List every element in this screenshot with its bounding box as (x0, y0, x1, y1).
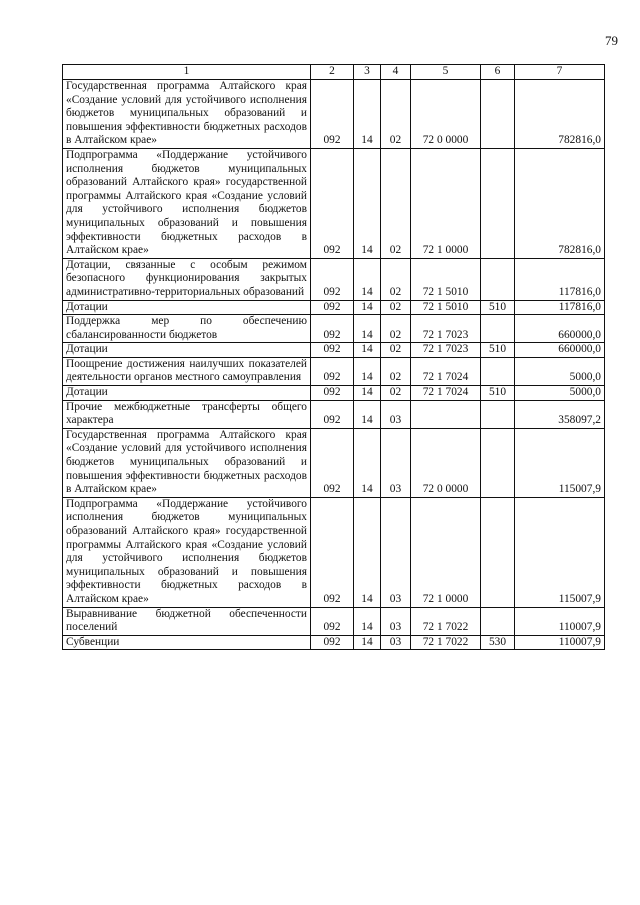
cell-ved: 092 (311, 343, 354, 358)
cell-rz: 14 (354, 386, 381, 401)
cell-csr: 72 1 5010 (411, 300, 481, 315)
cell-ved: 092 (311, 428, 354, 497)
cell-sum: 115007,9 (515, 497, 605, 607)
cell-vr (481, 148, 515, 258)
cell-rz: 14 (354, 315, 381, 343)
col-header: 3 (354, 65, 381, 80)
cell-rz: 14 (354, 300, 381, 315)
cell-ved: 092 (311, 357, 354, 385)
table-row (63, 357, 605, 385)
table-row (63, 428, 605, 497)
cell-csr: 72 1 0000 (411, 148, 481, 258)
cell-pr: 02 (381, 300, 411, 315)
cell-name: Подпрограмма «Поддержание устойчивого исполнения бюджетов муниципальных образований Алтайского края» государственной программы Алтайского края «Создание условий для устойчивого исполнения бюджетов муниципальных образований и повышения эффективности бюджетных расходов в Алтайском крае» (63, 148, 311, 258)
cell-rz: 14 (354, 400, 381, 428)
cell-csr: 72 1 7024 (411, 386, 481, 401)
table-row (63, 343, 605, 358)
cell-csr: 72 1 0000 (411, 497, 481, 607)
cell-pr: 03 (381, 607, 411, 635)
cell-sum: 5000,0 (515, 386, 605, 401)
cell-pr: 03 (381, 400, 411, 428)
cell-name: Дотации (63, 300, 311, 315)
cell-csr (411, 400, 481, 428)
cell-csr: 72 1 7023 (411, 315, 481, 343)
cell-csr: 72 0 0000 (411, 80, 481, 149)
table-row (63, 315, 605, 343)
cell-name: Дотации (63, 386, 311, 401)
table-row (63, 300, 605, 315)
cell-rz: 14 (354, 607, 381, 635)
cell-rz: 14 (354, 357, 381, 385)
cell-ved: 092 (311, 80, 354, 149)
cell-name: Дотации (63, 343, 311, 358)
cell-pr: 02 (381, 357, 411, 385)
cell-sum: 660000,0 (515, 315, 605, 343)
cell-vr (481, 258, 515, 300)
cell-vr (481, 400, 515, 428)
col-header: 1 (63, 65, 311, 80)
cell-sum: 660000,0 (515, 343, 605, 358)
cell-ved: 092 (311, 635, 354, 650)
cell-rz: 14 (354, 635, 381, 650)
cell-csr: 72 0 0000 (411, 428, 481, 497)
page-number: 79 (605, 33, 618, 48)
table-row (63, 607, 605, 635)
cell-ved: 092 (311, 607, 354, 635)
cell-name: Государственная программа Алтайского края «Создание условий для устойчивого исполнения бюджетов муниципальных образований и повышения эффективности бюджетных расходов в Алтайском крае» (63, 428, 311, 497)
cell-pr: 02 (381, 148, 411, 258)
cell-ved: 092 (311, 315, 354, 343)
cell-sum: 117816,0 (515, 258, 605, 300)
cell-rz: 14 (354, 343, 381, 358)
table-row (63, 80, 605, 149)
cell-pr: 02 (381, 343, 411, 358)
cell-sum: 117816,0 (515, 300, 605, 315)
col-header: 6 (481, 65, 515, 80)
cell-vr (481, 315, 515, 343)
cell-rz: 14 (354, 148, 381, 258)
cell-name: Поощрение достижения наилучших показателей деятельности органов местного самоуправления (63, 357, 311, 385)
cell-pr: 02 (381, 315, 411, 343)
cell-ved: 092 (311, 148, 354, 258)
cell-vr (481, 428, 515, 497)
cell-vr (481, 607, 515, 635)
cell-ved: 092 (311, 497, 354, 607)
cell-sum: 5000,0 (515, 357, 605, 385)
cell-vr (481, 357, 515, 385)
cell-ved: 092 (311, 386, 354, 401)
cell-csr: 72 1 5010 (411, 258, 481, 300)
cell-sum: 782816,0 (515, 80, 605, 149)
col-header: 7 (515, 65, 605, 80)
cell-pr: 03 (381, 635, 411, 650)
cell-ved: 092 (311, 400, 354, 428)
cell-rz: 14 (354, 80, 381, 149)
cell-rz: 14 (354, 258, 381, 300)
table-row (63, 400, 605, 428)
table-row (63, 386, 605, 401)
table-row (63, 258, 605, 300)
cell-pr: 02 (381, 80, 411, 149)
table-row (63, 497, 605, 607)
cell-vr: 510 (481, 300, 515, 315)
budget-table (62, 64, 605, 650)
cell-rz: 14 (354, 428, 381, 497)
table-row (63, 148, 605, 258)
col-header: 4 (381, 65, 411, 80)
cell-sum: 110007,9 (515, 607, 605, 635)
cell-name: Субвенции (63, 635, 311, 650)
table-row (63, 635, 605, 650)
cell-name: Выравнивание бюджетной обеспеченности поселений (63, 607, 311, 635)
cell-name: Прочие межбюджетные трансферты общего характера (63, 400, 311, 428)
cell-name: Подпрограмма «Поддержание устойчивого исполнения бюджетов муниципальных образований Алтайского края» государственной программы Алтайского края «Создание условий для устойчивого исполнения бюджетов муниципальных образований и повышения эффективности бюджетных расходов в Алтайском крае» (63, 497, 311, 607)
cell-vr: 510 (481, 386, 515, 401)
cell-pr: 02 (381, 386, 411, 401)
header-row (63, 65, 605, 80)
col-header: 2 (311, 65, 354, 80)
cell-vr: 530 (481, 635, 515, 650)
cell-name: Поддержка мер по обеспечению сбалансированности бюджетов (63, 315, 311, 343)
cell-ved: 092 (311, 300, 354, 315)
cell-vr: 510 (481, 343, 515, 358)
cell-sum: 782816,0 (515, 148, 605, 258)
cell-csr: 72 1 7022 (411, 607, 481, 635)
cell-pr: 03 (381, 497, 411, 607)
cell-csr: 72 1 7023 (411, 343, 481, 358)
cell-sum: 358097,2 (515, 400, 605, 428)
cell-sum: 110007,9 (515, 635, 605, 650)
cell-rz: 14 (354, 497, 381, 607)
cell-csr: 72 1 7024 (411, 357, 481, 385)
cell-name: Государственная программа Алтайского края «Создание условий для устойчивого исполнения бюджетов муниципальных образований и повышения эффективности бюджетных расходов в Алтайском крае» (63, 80, 311, 149)
cell-vr (481, 497, 515, 607)
cell-ved: 092 (311, 258, 354, 300)
cell-sum: 115007,9 (515, 428, 605, 497)
cell-pr: 02 (381, 258, 411, 300)
cell-pr: 03 (381, 428, 411, 497)
cell-vr (481, 80, 515, 149)
cell-name: Дотации, связанные с особым режимом безопасного функционирования закрытых административно-территориальных образований (63, 258, 311, 300)
cell-csr: 72 1 7022 (411, 635, 481, 650)
col-header: 5 (411, 65, 481, 80)
